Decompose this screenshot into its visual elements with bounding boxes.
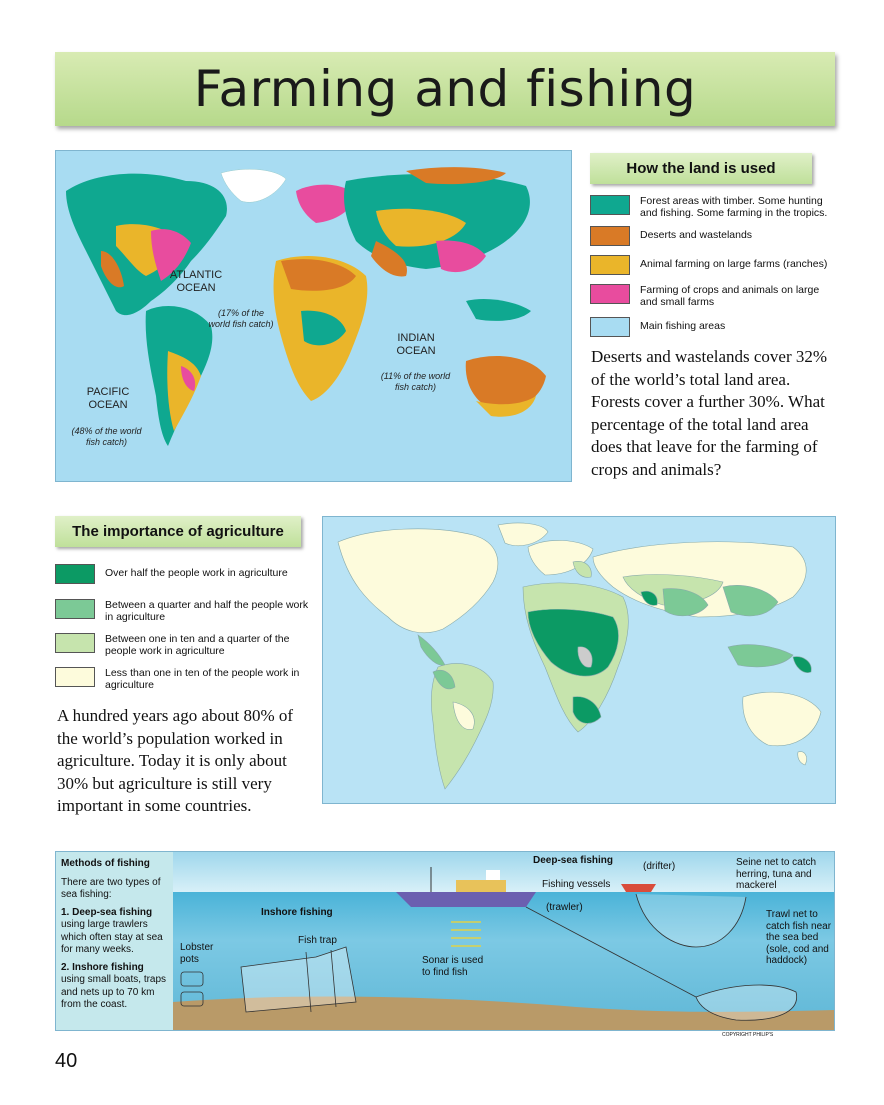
legend-label: Less than one in ten of the people work in agriculture [105, 667, 300, 691]
title-banner [55, 52, 835, 126]
agriculture-legend [55, 564, 315, 691]
legend-swatch [590, 226, 630, 246]
inshore-method-title: 2. Inshore fishing [61, 961, 144, 973]
fishing-methods-title: Methods of fishing [61, 858, 150, 869]
legend-item-deserts [590, 226, 838, 246]
legend-label: Forest areas with timber. Some hunting and fishing. Some farming in the tropics. [640, 195, 828, 219]
fishing-methods-sidebar [56, 852, 173, 1030]
legend-label: Farming of crops and animals on large and small farms [640, 284, 820, 308]
legend-swatch [590, 284, 630, 304]
page-title: Farming and fishing [193, 60, 697, 118]
fishing-vessels-label: Fishing vessels [542, 879, 611, 890]
pacific-ocean-label: PACIFIC OCEAN [86, 386, 130, 411]
legend-swatch [55, 599, 95, 619]
legend-label: Between one in ten and a quarter of the people work in agriculture [105, 633, 290, 657]
drifter-label: (drifter) [643, 861, 676, 872]
lobster-pots-label: Lobster pots [180, 942, 214, 965]
atlantic-catch-note: (17% of the world fish catch) [208, 308, 274, 329]
fishing-methods-intro: There are two types of sea fishing: [61, 876, 161, 900]
land-use-legend [590, 195, 838, 337]
legend-swatch [590, 195, 630, 215]
atlantic-ocean-label: ATLANTIC OCEAN [169, 269, 223, 294]
legend-label: Between a quarter and half the people work in agriculture [105, 599, 309, 623]
legend-swatch [55, 633, 95, 653]
land-use-map [55, 150, 572, 482]
deep-sea-method-desc: using large trawlers which often stay at sea for many weeks. [61, 919, 163, 955]
legend-label: Deserts and wastelands [640, 229, 753, 241]
legend-item-fishing [590, 317, 838, 337]
indian-catch-note: (11% of the world fish catch) [380, 371, 451, 392]
fish-trap-label: Fish trap [298, 935, 337, 946]
legend-item-tenth-quarter [55, 633, 315, 657]
legend-label: Main fishing areas [640, 320, 726, 332]
land-use-text: Deserts and wastelands cover 32% of the world’s total land area. Forests cover a further 30%. What percentage of the total land area does that leave for the farming of crops and animals? [591, 347, 828, 479]
copyright-note: COPYRIGHT PHILIP'S [722, 1032, 774, 1038]
legend-swatch [590, 317, 630, 337]
legend-swatch [55, 667, 95, 687]
trawl-net-label: Trawl net to catch fish near the sea bed (sole, cod and haddock) [766, 909, 832, 966]
page-number: 40 [55, 1050, 78, 1072]
legend-item-ranches [590, 255, 838, 275]
agriculture-text: A hundred years ago about 80% of the world’s population worked in agriculture. Today it is only about 30% but agriculture is still very important in some countries. [57, 706, 294, 815]
pacific-catch-note: (48% of the world fish catch) [71, 426, 142, 447]
indian-ocean-label: INDIAN OCEAN [396, 332, 436, 357]
agriculture-map-graphic [323, 517, 835, 803]
legend-label: Animal farming on large farms (ranches) [640, 258, 828, 270]
legend-item-over-half [55, 564, 315, 584]
inshore-fishing-label: Inshore fishing [261, 907, 333, 918]
legend-label: Over half the people work in agriculture [105, 567, 288, 579]
deep-sea-method-title: 1. Deep-sea fishing [61, 906, 153, 918]
agriculture-heading: The importance of agriculture [55, 516, 301, 547]
legend-swatch [55, 564, 95, 584]
deep-sea-fishing-label: Deep-sea fishing [533, 855, 614, 866]
agriculture-map [322, 516, 836, 804]
fishing-diagram-panel [55, 851, 835, 1031]
legend-item-forest [590, 195, 838, 219]
inshore-method-desc: using small boats, traps and nets up to 70 km from the coast. [61, 974, 167, 1010]
legend-item-under-tenth [55, 667, 315, 691]
seine-net-label: Seine net to catch herring, tuna and mackerel [736, 857, 817, 891]
legend-item-crops [590, 284, 838, 308]
legend-item-quarter-half [55, 599, 315, 623]
sonar-label: Sonar is used to find fish [422, 955, 484, 978]
legend-swatch [590, 255, 630, 275]
land-use-heading: How the land is used [590, 153, 812, 184]
trawler-label: (trawler) [546, 902, 583, 913]
